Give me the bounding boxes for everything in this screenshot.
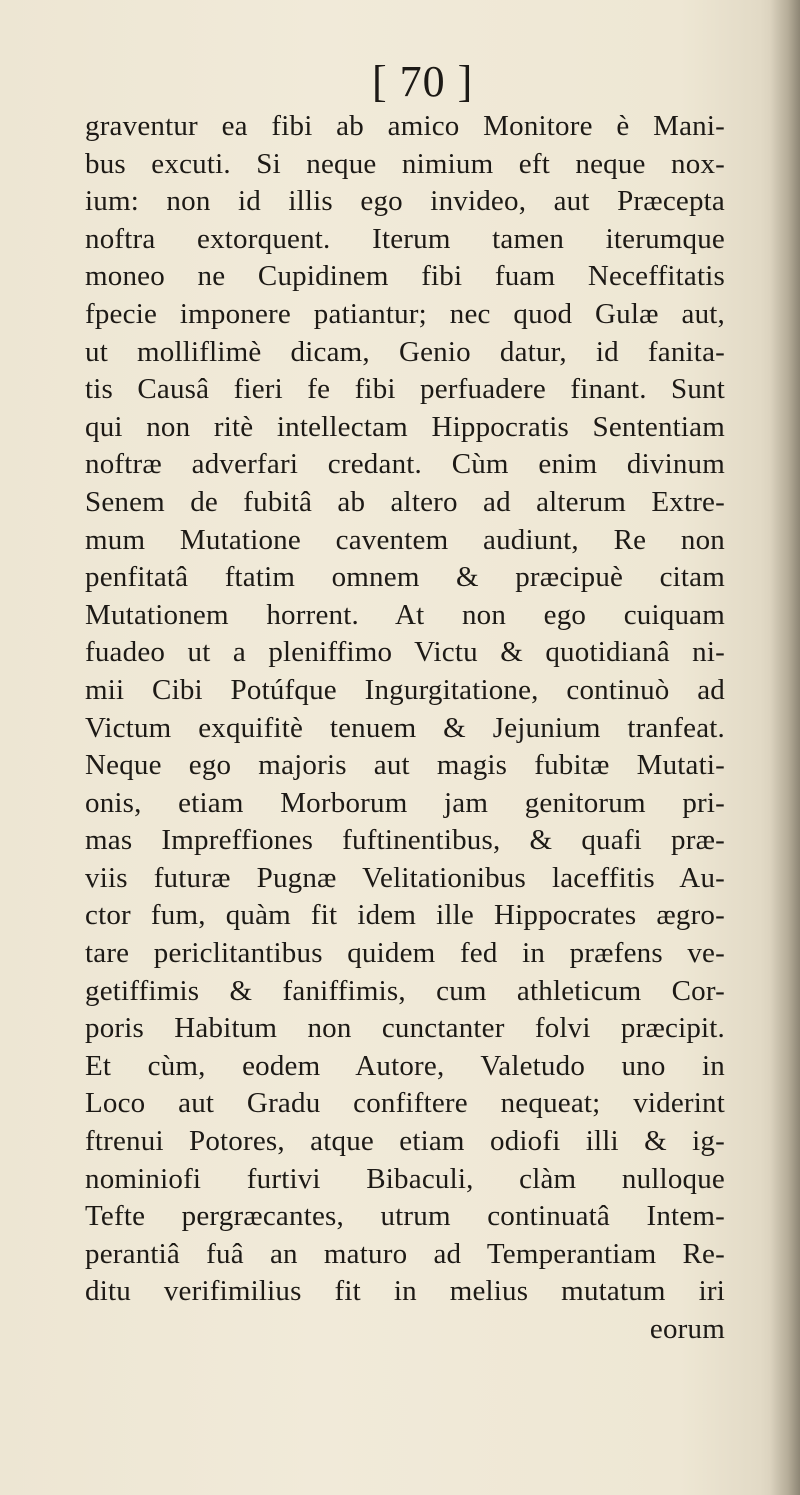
text-line: Victum exquifitè tenuem & Jejunium tranfeat. (85, 711, 725, 744)
text-line: perantiâ fuâ an maturo ad Temperantiam Re- (85, 1237, 725, 1270)
text-line: tis Causâ fieri fe fibi perfuadere finant. Sunt (85, 373, 725, 406)
text-line: bus excuti. Si neque nimium eft neque nox- (85, 147, 725, 180)
text-line: mii Cibi Potúfque Ingurgitatione, continuò ad (85, 673, 725, 706)
text-line: mas Impreffiones fuftinentibus, & quafi præ- (85, 824, 725, 857)
text-line: graventur ea fibi ab amico Monitore è Mani- (85, 110, 725, 142)
text-line: fpecie imponere patiantur; nec quod Gulæ aut, (85, 297, 725, 330)
text-line: noftra extorquent. Iterum tamen iterumque (85, 222, 725, 255)
text-line: qui non ritè intellectam Hippocratis Sententiam (85, 410, 725, 443)
text-line: Senem de fubitâ ab altero ad alterum Extre- (85, 485, 725, 518)
page-edge-shadow (770, 0, 800, 1495)
text-line: ditu verifimilius fit in melius mutatum iri (85, 1275, 725, 1308)
text-line: getiffimis & faniffimis, cum athleticum Cor- (85, 974, 725, 1007)
text-line: poris Habitum non cunctanter folvi præcipit. (85, 1012, 725, 1045)
text-line: Neque ego majoris aut magis fubitæ Mutati- (85, 749, 725, 782)
text-line: nominiofi furtivi Bibaculi, clàm nulloque (85, 1162, 725, 1195)
catchword: eorum (649, 1313, 725, 1345)
text-line: Et cùm, eodem Autore, Valetudo uno in (85, 1049, 725, 1082)
text-line: mum Mutatione caventem audiunt, Re non (85, 523, 725, 556)
text-line: ut molliflimè dicam, Genio datur, id fanita- (85, 335, 725, 368)
text-line: onis, etiam Morborum jam genitorum pri- (85, 786, 725, 819)
text-line: ftrenui Potores, atque etiam odiofi illi & ig- (85, 1125, 725, 1158)
text-line: penfitatâ ftatim omnem & præcipuè citam (85, 561, 725, 594)
text-line: ctor fum, quàm fit idem ille Hippocrates ægro- (85, 899, 725, 932)
text-line: Tefte pergræcantes, utrum continuatâ Intem- (85, 1200, 725, 1233)
page-number: [ 70 ] (372, 57, 474, 106)
text-line: Loco aut Gradu confiftere nequeat; viderint (85, 1087, 725, 1120)
text-line: Mutationem horrent. At non ego cuiquam (85, 598, 725, 631)
text-line: ium: non id illis ego invideo, aut Præcepta (85, 185, 725, 218)
text-line: viis futuræ Pugnæ Velitationibus laceffitis Au- (85, 861, 725, 894)
body-text (85, 108, 725, 1349)
text-line: moneo ne Cupidinem fibi fuam Neceffitatis (85, 260, 725, 293)
text-line: tare periclitantibus quidem fed in præfens ve- (85, 937, 725, 970)
text-line: fuadeo ut a pleniffimo Victu & quotidianâ ni- (85, 636, 725, 669)
text-line: noftræ adverfari credant. Cùm enim divinum (85, 448, 725, 481)
